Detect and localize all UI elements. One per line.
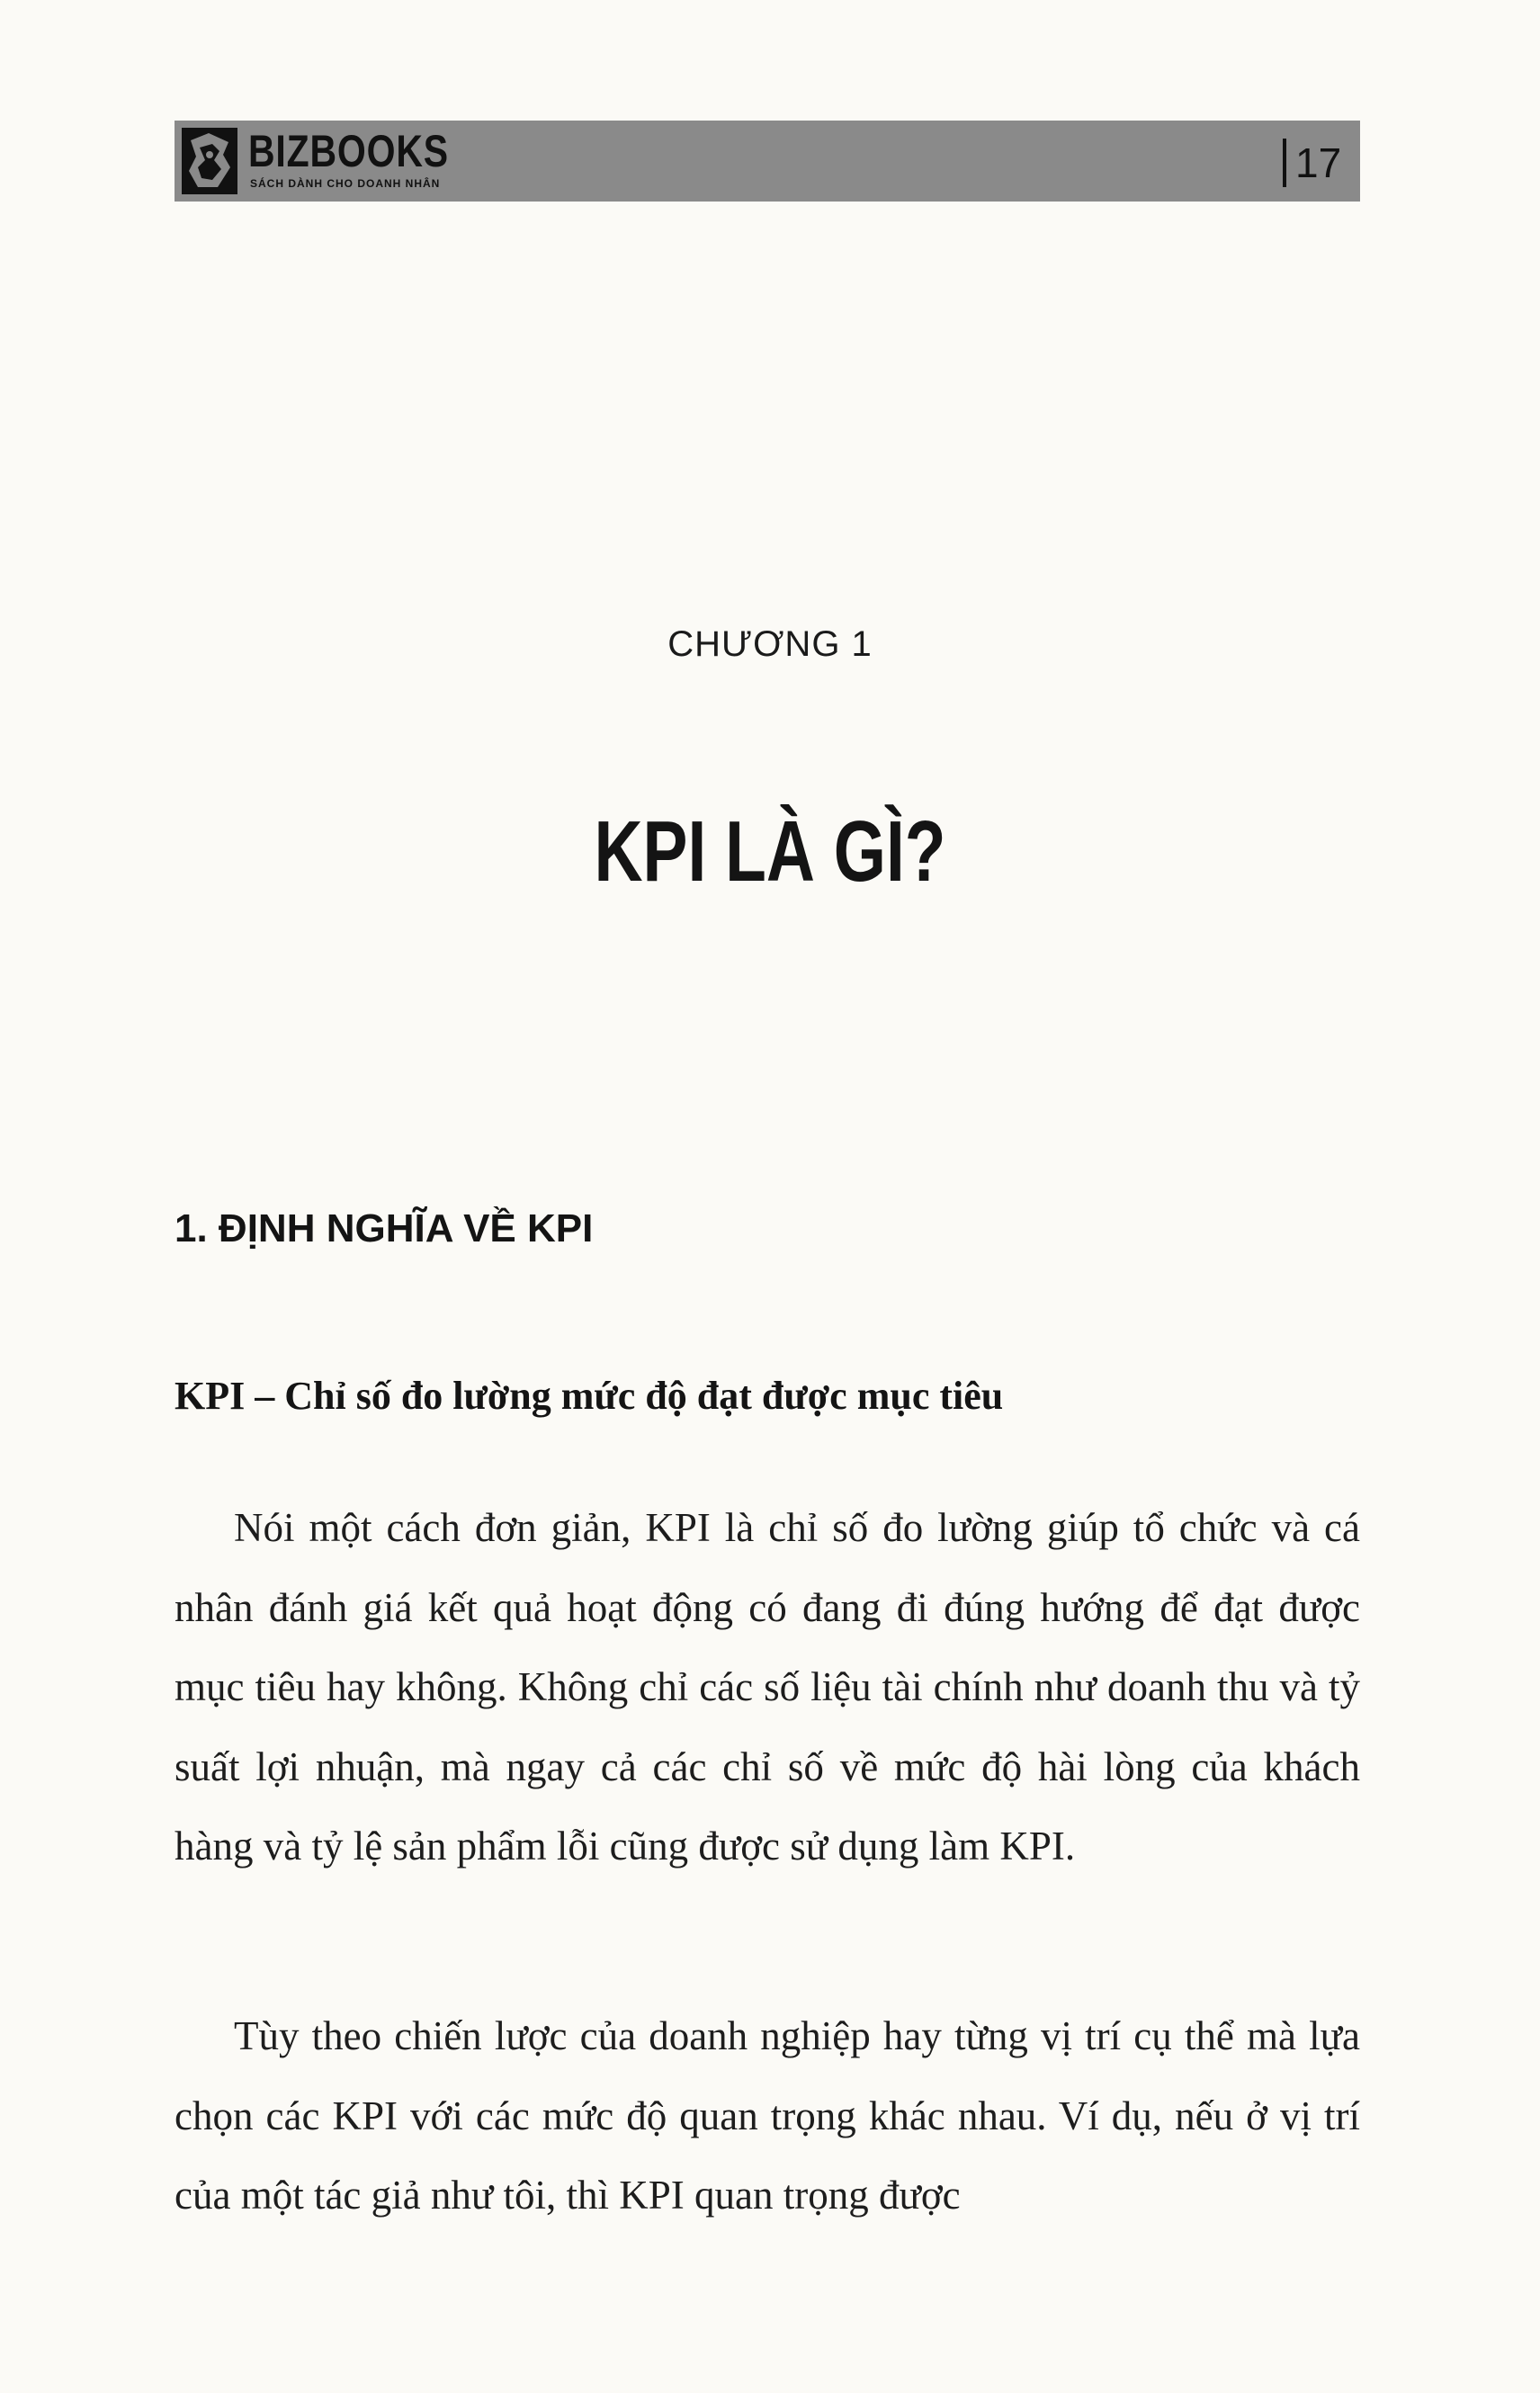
section-heading: 1. ĐỊNH NGHĨA VỀ KPI [175, 1206, 594, 1250]
header-divider [1283, 139, 1286, 187]
body-paragraph-2: Tùy theo chiến lược của doanh nghiệp hay từng vị trí cụ thể mà lựa chọn các KPI với các mức độ quan trọng khác nhau. Ví dụ, nếu ở vị trí của một tác giả như tôi, thì KPI quan trọng được [175, 2013, 1360, 2218]
sub-heading: KPI – Chỉ số đo lường mức độ đạt được mục tiêu [175, 1374, 1004, 1418]
brand-tagline: SÁCH DÀNH CHO DOANH NHÂN [250, 177, 441, 190]
bizbooks-logo-icon [182, 128, 237, 194]
brand-name: BIZBOOKS [248, 126, 449, 176]
page-number: 17 [1295, 139, 1342, 186]
page-header [175, 121, 1360, 202]
chapter-title: KPI LÀ GÌ? [594, 803, 946, 900]
chapter-label: CHƯƠNG 1 [667, 624, 873, 664]
body-paragraph-1: Nói một cách đơn giản, KPI là chỉ số đo lường giúp tổ chức và cá nhân đánh giá kết quả hoạt động có đang đi đúng hướng để đạt được mục tiêu hay không. Không chỉ các số liệu tài chính như doanh thu và tỷ suất lợi nhuận, mà ngay cả các chỉ số về mức độ hài lòng của khách hàng và tỷ lệ sản phẩm lỗi cũng được sử dụng làm KPI. [175, 1505, 1360, 1869]
